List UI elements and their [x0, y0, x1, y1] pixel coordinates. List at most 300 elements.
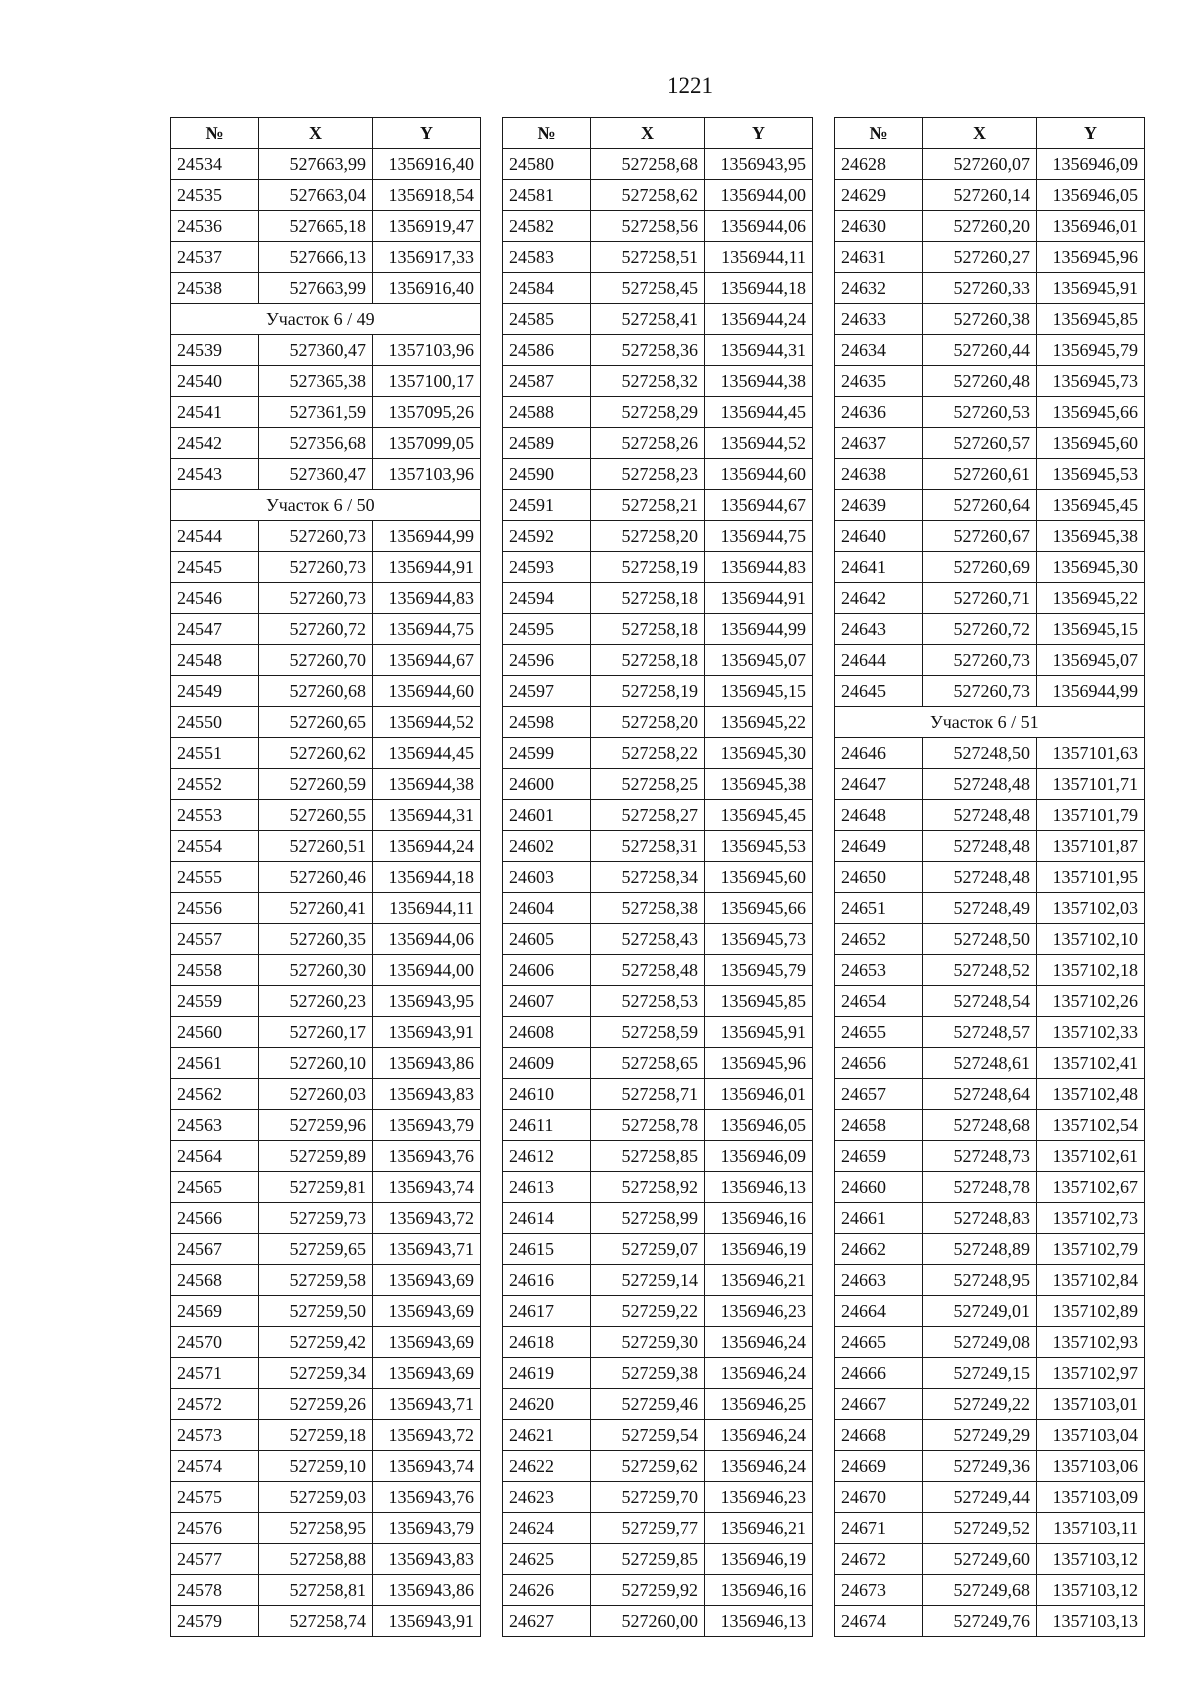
y-coordinate: 1356945,96 [705, 1048, 813, 1079]
table-row [503, 1420, 813, 1451]
x-coordinate: 527260,10 [259, 1048, 373, 1079]
point-number: 24638 [835, 459, 923, 490]
y-coordinate: 1356943,72 [373, 1420, 481, 1451]
point-number: 24576 [171, 1513, 259, 1544]
x-coordinate: 527258,34 [591, 862, 705, 893]
point-number: 24660 [835, 1172, 923, 1203]
x-coordinate: 527258,18 [591, 614, 705, 645]
x-coordinate: 527259,89 [259, 1141, 373, 1172]
y-coordinate: 1356946,16 [705, 1575, 813, 1606]
table-row [503, 273, 813, 304]
table-row [171, 738, 481, 769]
point-number: 24546 [171, 583, 259, 614]
point-number: 24574 [171, 1451, 259, 1482]
x-coordinate: 527258,51 [591, 242, 705, 273]
y-coordinate: 1357099,05 [373, 428, 481, 459]
point-number: 24541 [171, 397, 259, 428]
table-row [503, 1544, 813, 1575]
y-coordinate: 1356918,54 [373, 180, 481, 211]
x-coordinate: 527260,70 [259, 645, 373, 676]
table-row [503, 583, 813, 614]
table-row [503, 1606, 813, 1637]
x-coordinate: 527360,47 [259, 335, 373, 366]
table-row [171, 149, 481, 180]
table-row [835, 1203, 1145, 1234]
x-coordinate: 527260,68 [259, 676, 373, 707]
x-coordinate: 527259,03 [259, 1482, 373, 1513]
y-coordinate: 1356944,11 [705, 242, 813, 273]
table-row [503, 149, 813, 180]
point-number: 24656 [835, 1048, 923, 1079]
y-coordinate: 1356946,21 [705, 1513, 813, 1544]
section-title: Участок 6 / 50 [171, 490, 481, 521]
x-coordinate: 527259,81 [259, 1172, 373, 1203]
point-number: 24600 [503, 769, 591, 800]
point-number: 24584 [503, 273, 591, 304]
x-coordinate: 527258,22 [591, 738, 705, 769]
table-row [503, 211, 813, 242]
x-coordinate: 527663,99 [259, 149, 373, 180]
y-coordinate: 1356946,21 [705, 1265, 813, 1296]
table-row [503, 800, 813, 831]
x-coordinate: 527259,85 [591, 1544, 705, 1575]
y-coordinate: 1356945,45 [1037, 490, 1145, 521]
point-number: 24557 [171, 924, 259, 955]
section-title: Участок 6 / 49 [171, 304, 481, 335]
x-coordinate: 527259,65 [259, 1234, 373, 1265]
table-row [503, 552, 813, 583]
table-row [171, 924, 481, 955]
point-number: 24572 [171, 1389, 259, 1420]
y-coordinate: 1356943,95 [373, 986, 481, 1017]
table-row [835, 366, 1145, 397]
table-row [171, 645, 481, 676]
table-row [503, 738, 813, 769]
point-number: 24573 [171, 1420, 259, 1451]
point-number: 24658 [835, 1110, 923, 1141]
x-coordinate: 527260,69 [923, 552, 1037, 583]
y-coordinate: 1356944,45 [373, 738, 481, 769]
y-coordinate: 1356945,60 [1037, 428, 1145, 459]
y-coordinate: 1356944,00 [705, 180, 813, 211]
table-row [835, 1420, 1145, 1451]
point-number: 24664 [835, 1296, 923, 1327]
point-number: 24615 [503, 1234, 591, 1265]
table-row [503, 1513, 813, 1544]
table-row [835, 1110, 1145, 1141]
table-row [835, 583, 1145, 614]
x-header: X [259, 118, 373, 149]
y-coordinate: 1356946,24 [705, 1358, 813, 1389]
point-number: 24646 [835, 738, 923, 769]
table-row [835, 490, 1145, 521]
point-number: 24555 [171, 862, 259, 893]
table-row [835, 862, 1145, 893]
point-number: 24596 [503, 645, 591, 676]
point-number: 24630 [835, 211, 923, 242]
x-coordinate: 527258,95 [259, 1513, 373, 1544]
y-coordinate: 1356944,38 [705, 366, 813, 397]
y-coordinate: 1357101,95 [1037, 862, 1145, 893]
y-coordinate: 1356945,85 [1037, 304, 1145, 335]
y-coordinate: 1357102,79 [1037, 1234, 1145, 1265]
table-row [835, 893, 1145, 924]
x-coordinate: 527258,31 [591, 831, 705, 862]
point-number: 24565 [171, 1172, 259, 1203]
point-number: 24562 [171, 1079, 259, 1110]
y-coordinate: 1356945,45 [705, 800, 813, 831]
x-coordinate: 527260,51 [259, 831, 373, 862]
table-row [503, 924, 813, 955]
point-number: 24668 [835, 1420, 923, 1451]
x-coordinate: 527258,19 [591, 552, 705, 583]
x-coordinate: 527258,68 [591, 149, 705, 180]
x-coordinate: 527259,46 [591, 1389, 705, 1420]
point-number: 24661 [835, 1203, 923, 1234]
x-coordinate: 527260,30 [259, 955, 373, 986]
table-row [835, 924, 1145, 955]
point-number: 24665 [835, 1327, 923, 1358]
x-coordinate: 527260,44 [923, 335, 1037, 366]
x-coordinate: 527249,22 [923, 1389, 1037, 1420]
point-number: 24566 [171, 1203, 259, 1234]
x-coordinate: 527260,65 [259, 707, 373, 738]
y-coordinate: 1356946,09 [1037, 149, 1145, 180]
y-coordinate: 1356946,16 [705, 1203, 813, 1234]
point-number: 24621 [503, 1420, 591, 1451]
x-coordinate: 527249,68 [923, 1575, 1037, 1606]
x-coordinate: 527260,73 [259, 521, 373, 552]
table-row [503, 1451, 813, 1482]
table-row [835, 335, 1145, 366]
point-number: 24654 [835, 986, 923, 1017]
table-row [171, 242, 481, 273]
y-coordinate: 1356943,69 [373, 1358, 481, 1389]
y-coordinate: 1356946,05 [705, 1110, 813, 1141]
x-coordinate: 527248,52 [923, 955, 1037, 986]
x-coordinate: 527259,96 [259, 1110, 373, 1141]
point-number: 24614 [503, 1203, 591, 1234]
table-row [835, 1358, 1145, 1389]
table-row [503, 1141, 813, 1172]
x-coordinate: 527259,18 [259, 1420, 373, 1451]
x-coordinate: 527258,21 [591, 490, 705, 521]
table-row [503, 1296, 813, 1327]
table-row [835, 521, 1145, 552]
x-coordinate: 527248,48 [923, 862, 1037, 893]
table-row [835, 1482, 1145, 1513]
table-row [835, 1079, 1145, 1110]
table-row [503, 1234, 813, 1265]
x-coordinate: 527259,73 [259, 1203, 373, 1234]
x-coordinate: 527258,85 [591, 1141, 705, 1172]
table-row [171, 831, 481, 862]
y-coordinate: 1356946,24 [705, 1451, 813, 1482]
x-coordinate: 527248,48 [923, 800, 1037, 831]
table-row [835, 1327, 1145, 1358]
y-coordinate: 1356944,99 [373, 521, 481, 552]
point-number: 24602 [503, 831, 591, 862]
point-number: 24628 [835, 149, 923, 180]
y-coordinate: 1356943,71 [373, 1234, 481, 1265]
table-row [503, 614, 813, 645]
y-coordinate: 1356945,79 [1037, 335, 1145, 366]
point-number: 24647 [835, 769, 923, 800]
table-row [171, 211, 481, 242]
y-coordinate: 1356946,24 [705, 1420, 813, 1451]
point-number: 24622 [503, 1451, 591, 1482]
x-coordinate: 527258,81 [259, 1575, 373, 1606]
y-coordinate: 1356945,07 [705, 645, 813, 676]
table-row [171, 583, 481, 614]
y-coordinate: 1356945,91 [1037, 273, 1145, 304]
y-coordinate: 1356945,22 [705, 707, 813, 738]
y-coordinate: 1356945,38 [1037, 521, 1145, 552]
table-row [503, 1172, 813, 1203]
table-row [835, 1234, 1145, 1265]
point-number: 24568 [171, 1265, 259, 1296]
x-coordinate: 527259,30 [591, 1327, 705, 1358]
x-coordinate: 527259,42 [259, 1327, 373, 1358]
table-row [835, 800, 1145, 831]
point-number: 24624 [503, 1513, 591, 1544]
table-row [835, 769, 1145, 800]
table-row [171, 1203, 481, 1234]
y-coordinate: 1356943,86 [373, 1575, 481, 1606]
y-coordinate: 1356946,25 [705, 1389, 813, 1420]
y-coordinate: 1357103,04 [1037, 1420, 1145, 1451]
point-number: 24547 [171, 614, 259, 645]
coordinates-table-1 [170, 117, 481, 1637]
table-row [835, 738, 1145, 769]
table-row [835, 1451, 1145, 1482]
x-coordinate: 527260,33 [923, 273, 1037, 304]
table-row [171, 800, 481, 831]
x-header: X [591, 118, 705, 149]
table-row [835, 1389, 1145, 1420]
table-row [835, 1575, 1145, 1606]
x-coordinate: 527258,23 [591, 459, 705, 490]
point-number: 24652 [835, 924, 923, 955]
point-number: 24670 [835, 1482, 923, 1513]
point-number: 24595 [503, 614, 591, 645]
table-header-row [503, 118, 813, 149]
x-coordinate: 527260,57 [923, 428, 1037, 459]
x-coordinate: 527248,73 [923, 1141, 1037, 1172]
y-coordinate: 1356943,71 [373, 1389, 481, 1420]
y-coordinate: 1356944,38 [373, 769, 481, 800]
y-coordinate: 1356944,91 [373, 552, 481, 583]
coordinates-table-2 [502, 117, 813, 1637]
x-coordinate: 527259,10 [259, 1451, 373, 1482]
point-number: 24611 [503, 1110, 591, 1141]
table-row [171, 1048, 481, 1079]
y-coordinate: 1357103,96 [373, 335, 481, 366]
y-coordinate: 1356945,96 [1037, 242, 1145, 273]
x-coordinate: 527260,38 [923, 304, 1037, 335]
y-coordinate: 1356946,13 [705, 1172, 813, 1203]
table-row [503, 1203, 813, 1234]
y-coordinate: 1356945,22 [1037, 583, 1145, 614]
point-number: 24639 [835, 490, 923, 521]
point-number: 24564 [171, 1141, 259, 1172]
x-coordinate: 527356,68 [259, 428, 373, 459]
point-number: 24636 [835, 397, 923, 428]
y-coordinate: 1357095,26 [373, 397, 481, 428]
x-coordinate: 527258,45 [591, 273, 705, 304]
y-coordinate: 1356943,76 [373, 1482, 481, 1513]
table-row [503, 1017, 813, 1048]
x-coordinate: 527258,18 [591, 583, 705, 614]
y-coordinate: 1356944,18 [705, 273, 813, 304]
point-number: 24657 [835, 1079, 923, 1110]
x-coordinate: 527260,41 [259, 893, 373, 924]
point-number: 24610 [503, 1079, 591, 1110]
y-coordinate: 1356943,86 [373, 1048, 481, 1079]
x-coordinate: 527260,72 [259, 614, 373, 645]
x-coordinate: 527249,76 [923, 1606, 1037, 1637]
x-coordinate: 527258,36 [591, 335, 705, 366]
table-row [171, 893, 481, 924]
x-coordinate: 527260,64 [923, 490, 1037, 521]
table-row [835, 211, 1145, 242]
x-coordinate: 527249,15 [923, 1358, 1037, 1389]
x-coordinate: 527258,99 [591, 1203, 705, 1234]
table-row [503, 180, 813, 211]
y-coordinate: 1356945,38 [705, 769, 813, 800]
x-coordinate: 527249,60 [923, 1544, 1037, 1575]
point-number: 24651 [835, 893, 923, 924]
point-number: 24616 [503, 1265, 591, 1296]
point-number: 24591 [503, 490, 591, 521]
point-number: 24540 [171, 366, 259, 397]
table-row [171, 1296, 481, 1327]
point-number: 24613 [503, 1172, 591, 1203]
y-coordinate: 1356944,18 [373, 862, 481, 893]
point-number: 24671 [835, 1513, 923, 1544]
point-number: 24642 [835, 583, 923, 614]
x-coordinate: 527258,20 [591, 707, 705, 738]
point-number: 24662 [835, 1234, 923, 1265]
y-header: Y [1037, 118, 1145, 149]
y-coordinate: 1356945,15 [705, 676, 813, 707]
point-number: 24607 [503, 986, 591, 1017]
y-coordinate: 1356945,66 [1037, 397, 1145, 428]
table-row [503, 1575, 813, 1606]
y-coordinate: 1356943,95 [705, 149, 813, 180]
point-number: 24579 [171, 1606, 259, 1637]
x-coordinate: 527260,46 [259, 862, 373, 893]
y-coordinate: 1357103,13 [1037, 1606, 1145, 1637]
y-coordinate: 1357102,03 [1037, 893, 1145, 924]
table-row [503, 1048, 813, 1079]
y-coordinate: 1357101,79 [1037, 800, 1145, 831]
y-coordinate: 1356944,31 [373, 800, 481, 831]
point-number: 24534 [171, 149, 259, 180]
x-coordinate: 527260,20 [923, 211, 1037, 242]
x-coordinate: 527259,34 [259, 1358, 373, 1389]
x-coordinate: 527249,36 [923, 1451, 1037, 1482]
table-row [835, 831, 1145, 862]
point-number: 24601 [503, 800, 591, 831]
y-coordinate: 1357102,89 [1037, 1296, 1145, 1327]
point-number: 24619 [503, 1358, 591, 1389]
table-row [171, 1482, 481, 1513]
x-coordinate: 527260,59 [259, 769, 373, 800]
x-coordinate: 527260,73 [259, 583, 373, 614]
y-coordinate: 1356943,83 [373, 1079, 481, 1110]
x-coordinate: 527260,53 [923, 397, 1037, 428]
table-row [503, 459, 813, 490]
table-row [171, 1172, 481, 1203]
y-coordinate: 1356944,83 [705, 552, 813, 583]
point-number: 24599 [503, 738, 591, 769]
y-coordinate: 1356944,11 [373, 893, 481, 924]
point-number: 24585 [503, 304, 591, 335]
x-coordinate: 527260,67 [923, 521, 1037, 552]
x-coordinate: 527248,49 [923, 893, 1037, 924]
table-row [835, 273, 1145, 304]
point-number: 24582 [503, 211, 591, 242]
y-coordinate: 1356946,01 [1037, 211, 1145, 242]
table-row [835, 552, 1145, 583]
point-number: 24618 [503, 1327, 591, 1358]
y-coordinate: 1357103,11 [1037, 1513, 1145, 1544]
x-coordinate: 527249,29 [923, 1420, 1037, 1451]
point-number: 24631 [835, 242, 923, 273]
table-row [835, 242, 1145, 273]
point-number: 24587 [503, 366, 591, 397]
point-number: 24561 [171, 1048, 259, 1079]
y-coordinate: 1356944,52 [705, 428, 813, 459]
y-coordinate: 1357102,84 [1037, 1265, 1145, 1296]
x-coordinate: 527248,68 [923, 1110, 1037, 1141]
point-number: 24560 [171, 1017, 259, 1048]
y-coordinate: 1356944,83 [373, 583, 481, 614]
y-coordinate: 1357102,41 [1037, 1048, 1145, 1079]
point-number: 24567 [171, 1234, 259, 1265]
x-coordinate: 527258,48 [591, 955, 705, 986]
point-number: 24571 [171, 1358, 259, 1389]
point-number: 24548 [171, 645, 259, 676]
table-row [835, 1296, 1145, 1327]
y-coordinate: 1356944,67 [373, 645, 481, 676]
x-coordinate: 527258,65 [591, 1048, 705, 1079]
table-row [503, 676, 813, 707]
y-coordinate: 1356917,33 [373, 242, 481, 273]
x-coordinate: 527258,92 [591, 1172, 705, 1203]
x-coordinate: 527260,71 [923, 583, 1037, 614]
table-row [503, 490, 813, 521]
y-coordinate: 1356943,83 [373, 1544, 481, 1575]
point-number: 24635 [835, 366, 923, 397]
point-number: 24667 [835, 1389, 923, 1420]
table-row [835, 1048, 1145, 1079]
x-coordinate: 527259,22 [591, 1296, 705, 1327]
y-coordinate: 1356946,09 [705, 1141, 813, 1172]
x-coordinate: 527259,50 [259, 1296, 373, 1327]
x-coordinate: 527259,58 [259, 1265, 373, 1296]
table-row [835, 1017, 1145, 1048]
y-coordinate: 1356944,60 [705, 459, 813, 490]
x-coordinate: 527260,17 [259, 1017, 373, 1048]
y-coordinate: 1356943,69 [373, 1296, 481, 1327]
point-number: 24659 [835, 1141, 923, 1172]
point-number: 24605 [503, 924, 591, 955]
y-coordinate: 1356944,75 [705, 521, 813, 552]
table-row [503, 1482, 813, 1513]
point-number: 24554 [171, 831, 259, 862]
